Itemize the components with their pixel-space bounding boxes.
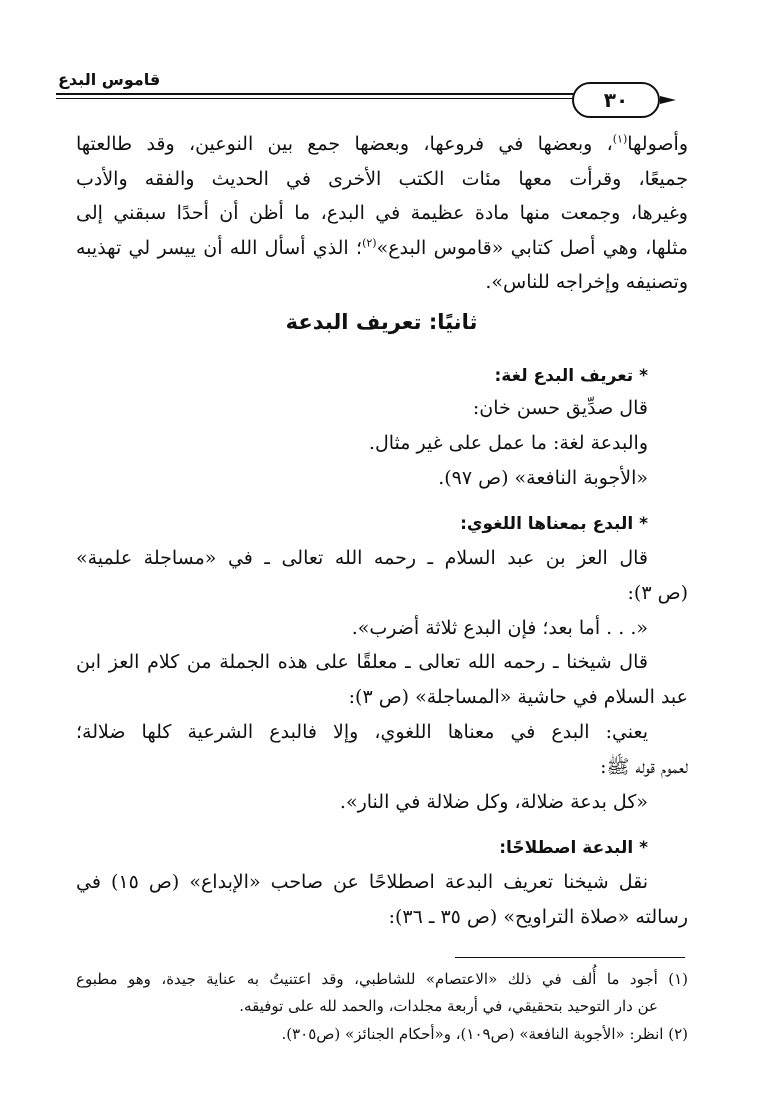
section-heading: ثانيًا: تعريف البدعة [285,310,478,334]
citation-line: «الأجوبة النافعة» (ص ٩٧). [438,467,648,489]
text-line: قال شيخنا ـ رحمه الله تعالى ـ معلقًا على هذه الجملة من كلام العز ابن [76,651,648,673]
text-line: يعني: البدع في معناها اللغوي، وإلا فالبدع الشرعية كلها ضلالة؛ [76,721,648,743]
text-line: قال صدِّيق حسن خان: [472,397,648,419]
hadith-quote: «كل بدعة ضلالة، وكل ضلالة في النار». [339,791,648,813]
text-line: (ص ٣): [627,582,688,604]
subheading-technical: * البدعة اصطلاحًا: [499,838,648,858]
subheading-linguistic-meaning: * البدع بمعناها اللغوي: [460,514,648,534]
intro-line-3: وغيرها، وجمعت منها مادة عظيمة في البدع، ما أظن أن أحدًا سبقني إلى [76,202,688,224]
quote-line: «. . . أما بعد؛ فإن البدع ثلاثة أضرب». [351,617,648,639]
text-line: عبد السلام في حاشية «المساجلة» (ص ٣): [348,686,688,708]
text-line: قال العز بن عبد السلام ـ رحمه الله تعالى ـ في «مساجلة علمية» [76,547,648,569]
intro-line-4: مثلها، وهي أصل كتابي «قاموس البدع»$^{(٢)}$؛ الذي أسأل الله أن ييسر لي تهذيبه [76,236,688,259]
header-rule [56,93,576,95]
text-line: لعموم قوله ﷺ: [600,756,688,778]
header-rule-thin [56,98,576,99]
page-number: ٣٠ [572,82,660,118]
intro-line-1: وأصولها$^{(١)}$، وبعضها في فروعها، وبعضها جمع بين النوعين، وقد طالعتها [76,132,688,155]
text-line: نقل شيخنا تعريف البدعة اصطلاحًا عن صاحب «الإبداع» (ص ١٥) في [76,871,648,893]
subheading-lexical: * تعريف البدع لغة: [494,366,648,386]
footnote-1: (١) أجود ما أُلف في ذلك «الاعتصام» للشاطبي، وقد اعتنيتُ به عناية جيدة، وهو مطبوع [76,970,688,988]
intro-line-2: جميعًا، وقرأت معها مئات الكتب الأخرى في الحديث والفقه والأدب [76,168,688,190]
footnote-mark: (١) [612,132,628,146]
text-line: رسالته «صلاة التراويح» (ص ٣٥ ـ ٣٦): [388,906,688,928]
intro-line-5: وتصنيفه وإخراجه للناس». [485,271,688,293]
text-line: والبدعة لغة: ما عمل على غير مثال. [368,432,648,454]
footnote-2: (٢) انظر: «الأجوبة النافعة» (ص١٠٩)، و«أحكام الجنائز» (ص٣٠٥). [281,1025,688,1043]
footnote-rule [455,957,685,958]
footnote-1-continued: عن دار التوحيد بتحقيقي، في أربعة مجلدات، والحمد لله على توفيقه. [239,997,658,1015]
running-title: قاموس البدع [58,70,161,89]
footnote-mark: (٢) [362,236,377,250]
